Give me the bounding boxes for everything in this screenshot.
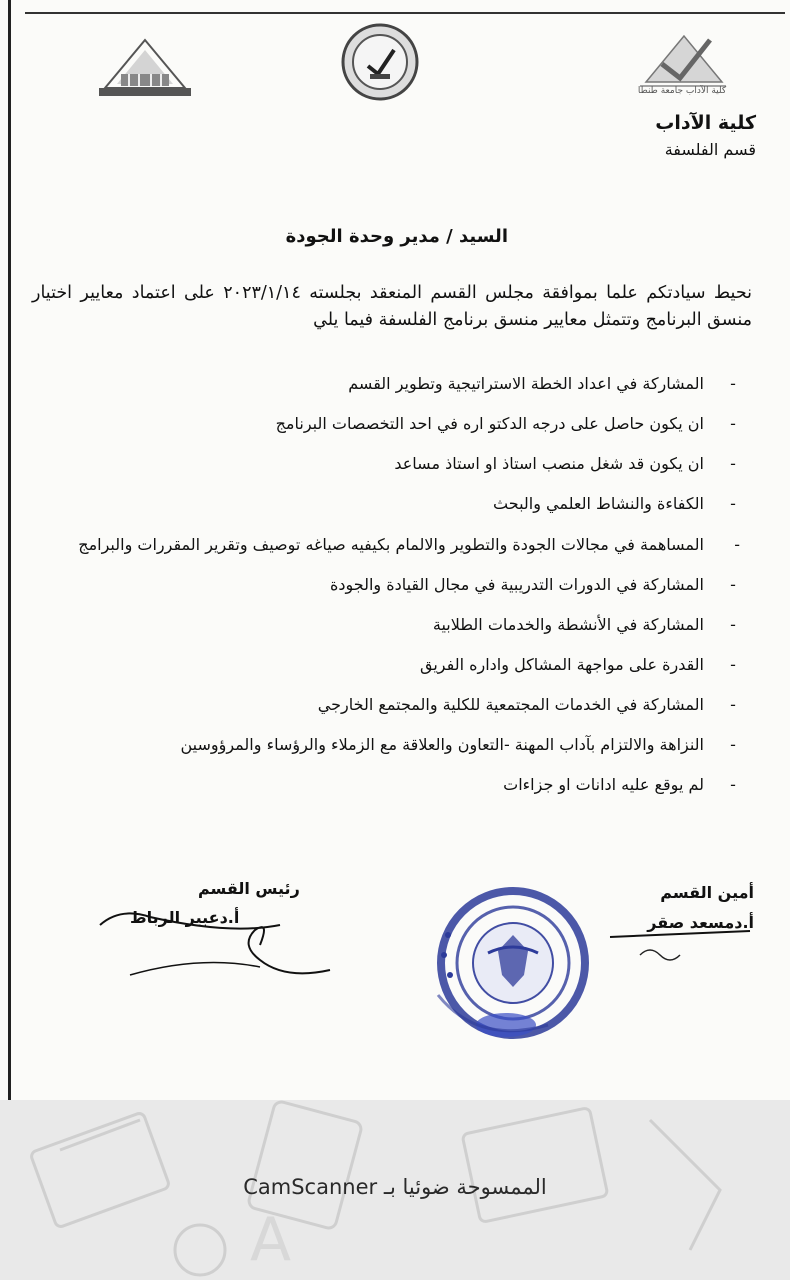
criteria-list	[40, 364, 740, 805]
bullet-dash: -	[730, 735, 736, 754]
quality-unit-seal-logo	[340, 22, 420, 102]
department-head-title: رئيس القسم	[198, 879, 300, 898]
svg-text:A: A	[250, 1205, 292, 1275]
intro-paragraph: نحيط سيادتكم علما بموافقة مجلس القسم المنعقد بجلسته ٢٠٢٣/١/١٤ على اعتماد معايير اختيار منسق البرنامج وتتمثل معايير منسق برنامج الفلسفة فيما يلي	[32, 283, 752, 330]
list-item	[40, 484, 740, 524]
bullet-dash: -	[730, 615, 736, 634]
criterion-text: ان يكون قد شغل منصب استاذ او استاذ مساعد	[394, 454, 704, 473]
camscanner-label: الممسوحة ضوئيا بـ CamScanner	[243, 1175, 547, 1199]
official-stamp	[418, 875, 598, 1055]
bullet-dash: -	[730, 374, 736, 393]
list-item	[40, 524, 740, 565]
bullet-dash: -	[730, 454, 736, 473]
criterion-text: النزاهة والالتزام بآداب المهنة -التعاون والعلاقة مع الزملاء والرؤساء والمرؤوسين	[180, 735, 704, 754]
criterion-text: لم يوقع عليه ادانات او جزاءات	[503, 775, 704, 794]
criterion-text: المشاركة في اعداد الخطة الاستراتيجية وتطوير القسم	[348, 374, 704, 393]
bullet-dash: -	[730, 575, 736, 594]
list-item	[40, 605, 740, 645]
university-building-logo	[95, 36, 195, 100]
faculty-logo-caption: كلية الآداب جامعة طنطا	[637, 86, 727, 96]
criterion-text: المساهمة في مجالات الجودة والتطوير والالمام بكيفيه صياغه توصيف وتقرير المقررات والبرامج	[78, 535, 704, 554]
list-item	[40, 725, 740, 765]
page-edge-top	[25, 12, 785, 14]
list-item	[40, 685, 740, 725]
list-item	[40, 364, 740, 404]
criterion-text: المشاركة في الخدمات المجتمعية للكلية والمجتمع الخارجي	[317, 695, 704, 714]
criterion-text: المشاركة في الأنشطة والخدمات الطلابية	[432, 615, 704, 634]
criterion-text: المشاركة في الدورات التدريبية في مجال القيادة والجودة	[329, 575, 704, 594]
department-head-name: أ.دعبير الرباط	[130, 908, 240, 927]
bullet-dash: -	[734, 535, 740, 554]
bullet-dash: -	[730, 695, 736, 714]
bullet-dash: -	[730, 414, 736, 433]
list-item	[40, 444, 740, 484]
list-item	[40, 565, 740, 605]
bullet-dash: -	[730, 494, 736, 513]
criterion-text: القدرة على مواجهة المشاكل واداره الفريق	[420, 655, 704, 674]
criterion-text: ان يكون حاصل على درجه الدكتو اره في احد التخصصات البرنامج	[275, 414, 704, 433]
list-item	[40, 645, 740, 685]
college-name: كلية الآداب	[655, 112, 756, 134]
department-head-signature	[80, 905, 340, 995]
department-name: قسم الفلسفة	[664, 140, 756, 159]
bullet-dash: -	[730, 655, 736, 674]
secretary-signature	[600, 925, 760, 975]
list-item	[40, 765, 740, 805]
salutation: السيد / مدير وحدة الجودة	[285, 226, 508, 247]
secretary-name: أ.دمسعد صقر	[647, 913, 754, 932]
page-edge-left	[8, 0, 11, 1100]
list-item	[40, 404, 740, 444]
bullet-dash: -	[730, 775, 736, 794]
criterion-text: الكفاءة والنشاط العلمي والبحث	[493, 494, 704, 513]
secretary-title: أمين القسم	[660, 883, 754, 902]
